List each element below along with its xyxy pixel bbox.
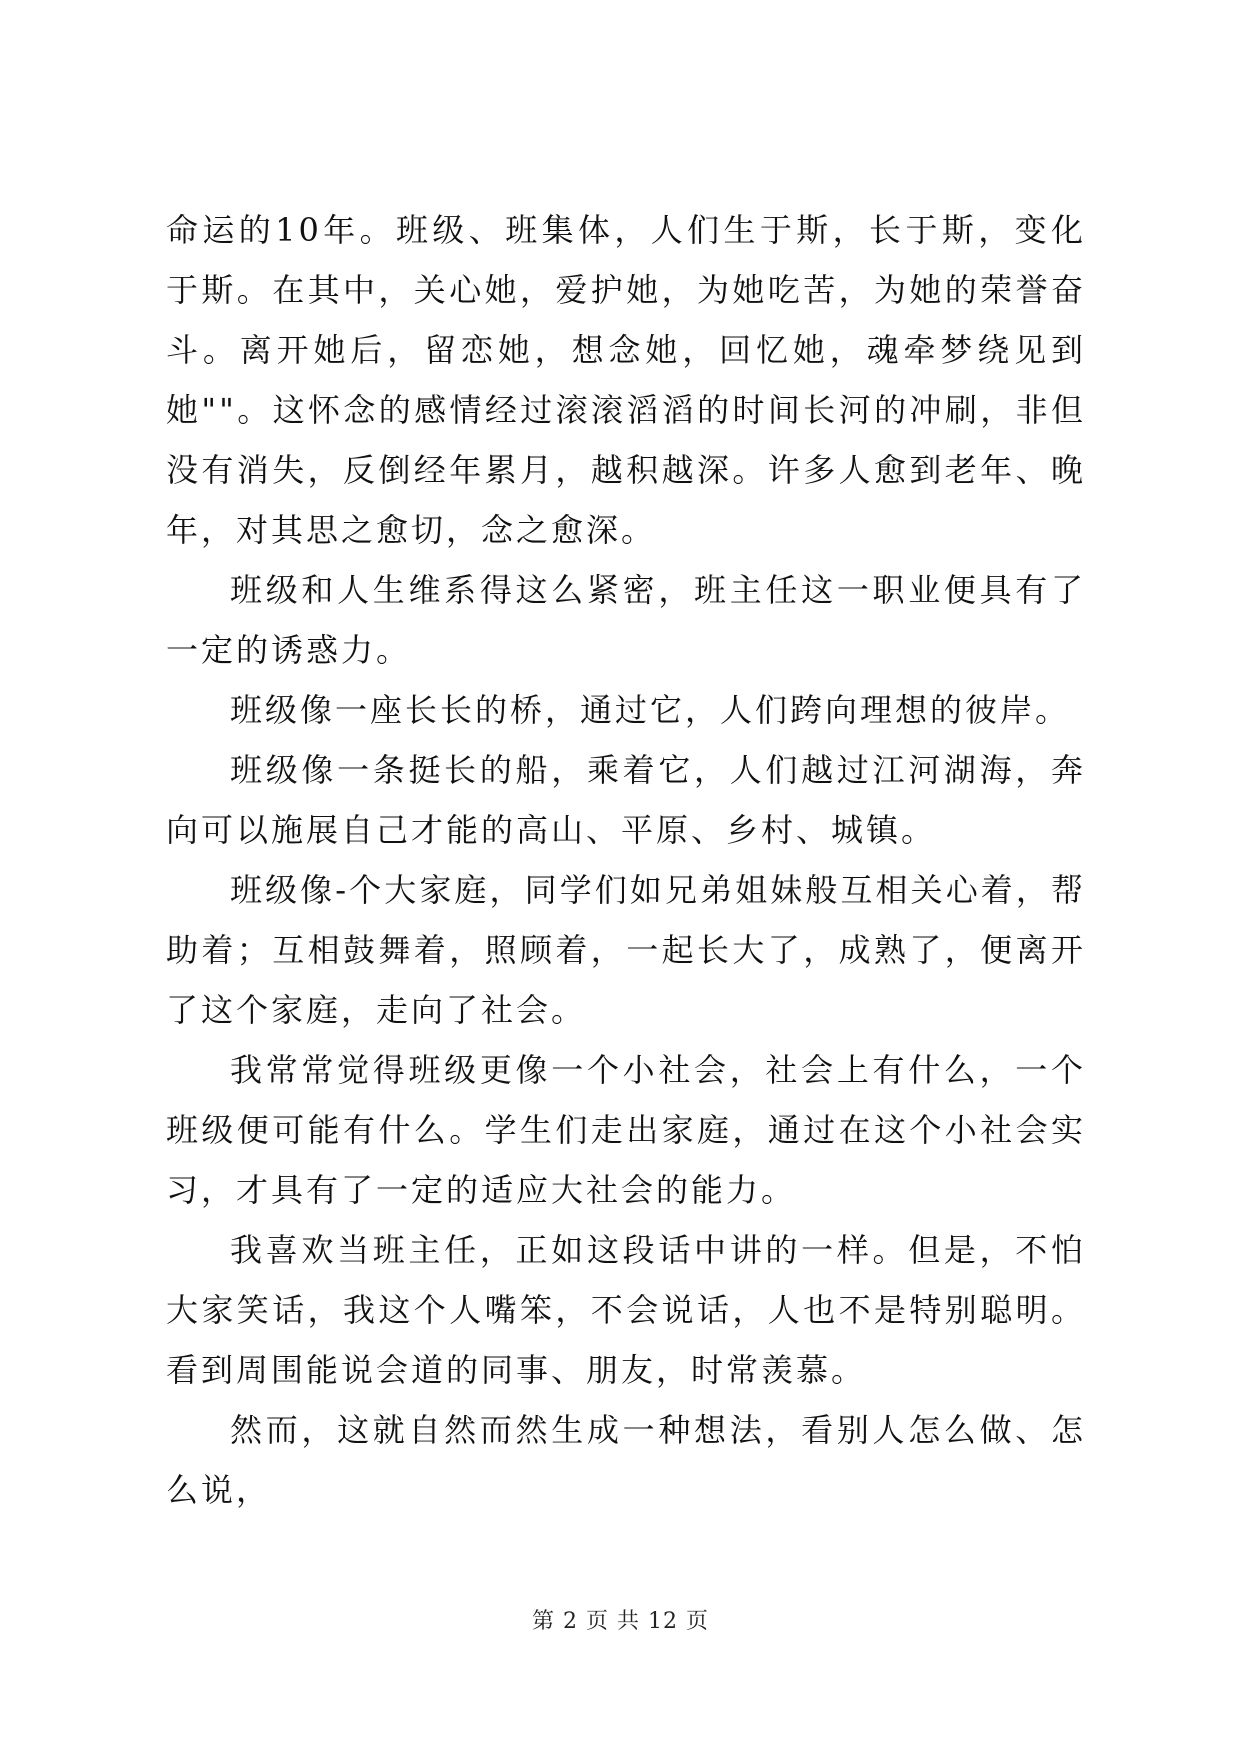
paragraph: 班级和人生维系得这么紧密，班主任这一职业便具有了一定的诱惑力。 (166, 571, 1086, 669)
paragraph: 然而，这就自然而然生成一种想法，看别人怎么做、怎么说， (166, 1411, 1086, 1509)
paragraph: 班级像一条挺长的船，乘着它，人们越过江河湖海，奔向可以施展自己才能的高山、平原、乡村、城镇。 (166, 751, 1086, 849)
paragraph: 我常常觉得班级更像一个小社会，社会上有什么，一个班级便可能有什么。学生们走出家庭，通过在这个小社会实习，才具有了一定的适应大社会的能力。 (166, 1051, 1086, 1209)
document-body (166, 200, 1086, 1520)
paragraph: 班级像一座长长的桥，通过它，人们跨向理想的彼岸。 (230, 691, 1071, 729)
page-number-footer: 第 2 页 共 12 页 (532, 1609, 709, 1634)
paragraph: 命运的10年。班级、班集体，人们生于斯，长于斯，变化于斯。在其中，关心她，爱护她，为她吃苦，为她的荣誉奋斗。离开她后，留恋她，想念她，回忆她，魂牵梦绕见到她""。这怀念的感情经过滚滚滔滔的时间长河的冲刷，非但没有消失，反倒经年累月，越积越深。许多人愈到老年、晚年，对其思之愈切，念之愈深。 (166, 211, 1086, 549)
paragraph: 班级像-个大家庭，同学们如兄弟姐妹般互相关心着，帮助着；互相鼓舞着，照顾着，一起长大了，成熟了，便离开了这个家庭，走向了社会。 (166, 871, 1086, 1029)
paragraph: 我喜欢当班主任，正如这段话中讲的一样。但是，不怕大家笑话，我这个人嘴笨，不会说话，人也不是特别聪明。看到周围能说会道的同事、朋友，时常羡慕。 (166, 1231, 1086, 1389)
